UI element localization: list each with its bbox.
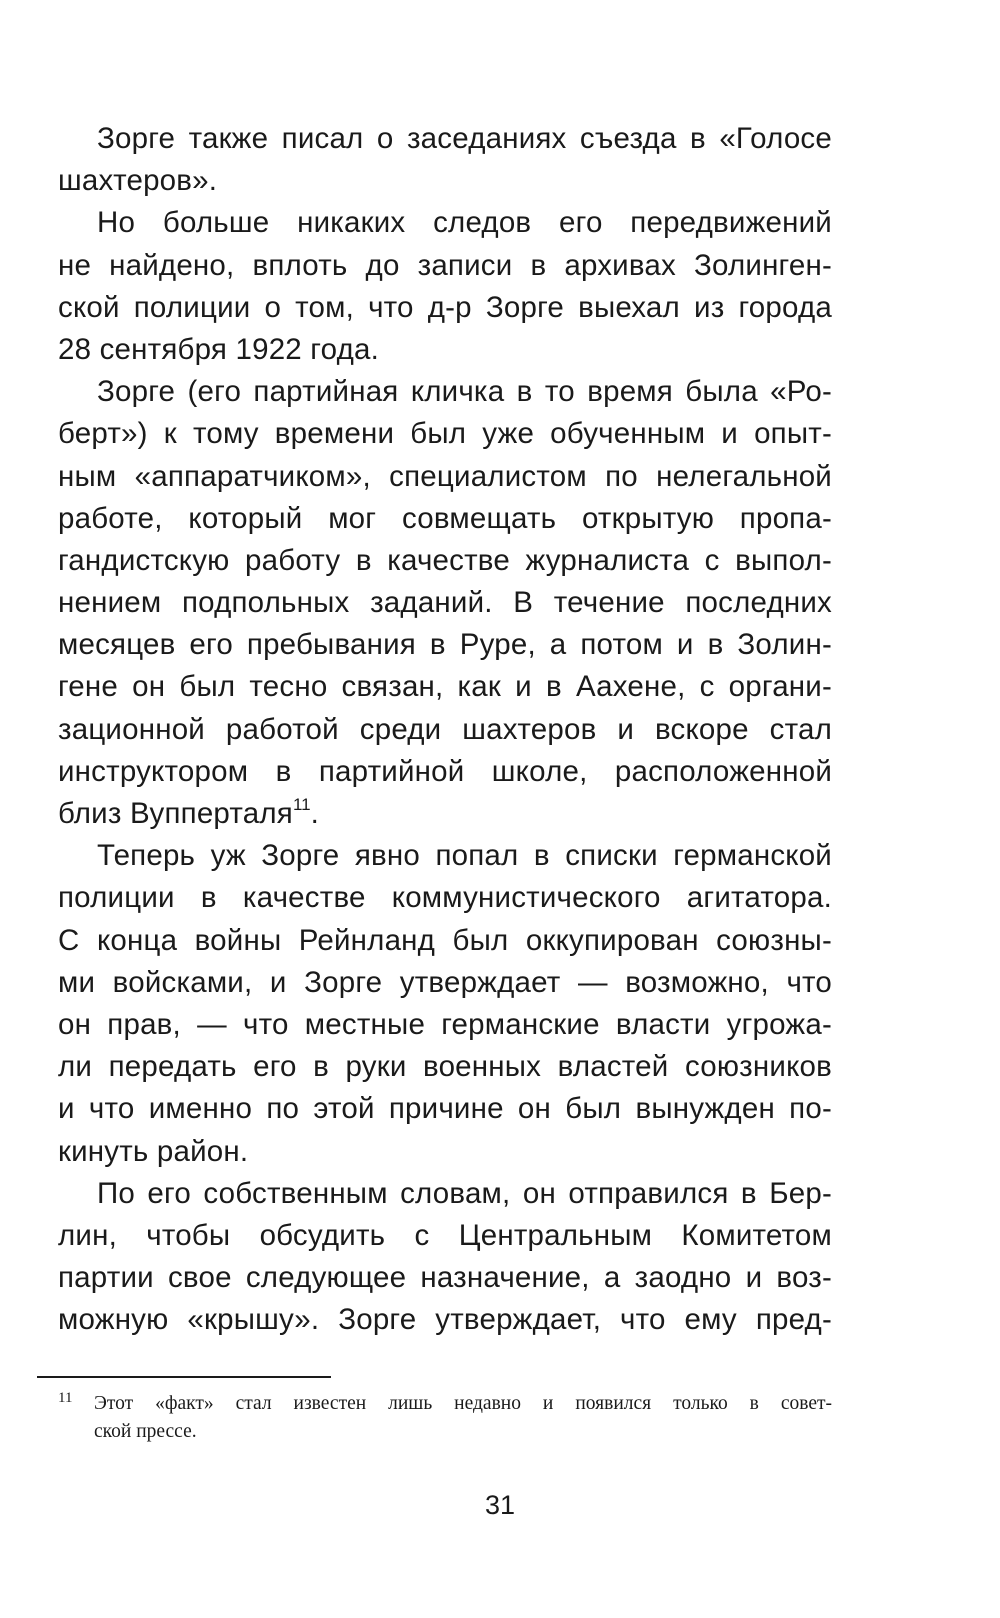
text-line: шахтеров».	[58, 164, 218, 198]
text-segment: .	[310, 797, 320, 830]
text-line: ской полиции о том, что д-р Зорге выехал из города	[58, 290, 832, 324]
text-line: полиции в качестве коммунистического агитатора.	[58, 881, 832, 915]
main-text	[58, 118, 832, 1341]
text-line: С конца войны Рейнланд был оккупирован союзны-	[58, 923, 832, 957]
text-line-with-footnote	[58, 793, 832, 835]
text-line: месяцев его пребывания в Руре, а потом и в Золин-	[58, 628, 832, 662]
text-line: партии свое следующее назначение, а заодно и воз-	[58, 1261, 832, 1295]
footnote-reference[interactable]: 11	[292, 795, 311, 814]
text-line: ли передать его в руки военных властей союзников	[58, 1050, 832, 1084]
text-line: инструктором в партийной школе, расположенной	[58, 754, 832, 788]
footnote-separator	[37, 1376, 331, 1378]
text-line: нением подпольных заданий. В течение последних	[58, 586, 832, 620]
text-line: гандистскую работу в качестве журналиста с выпол-	[58, 543, 832, 577]
footnote-line: ской прессе.	[94, 1421, 197, 1442]
text-line: и что именно по этой причине он был вынужден по-	[58, 1092, 832, 1126]
footnote	[58, 1390, 832, 1446]
text-line: лин, чтобы обсудить с Центральным Комитетом	[58, 1218, 832, 1252]
footnote-number: 11	[58, 1390, 73, 1406]
page-number: 31	[484, 1490, 516, 1520]
text-line: Теперь уж Зорге явно попал в списки германской	[97, 839, 832, 873]
text-line: кинуть район.	[58, 1134, 249, 1168]
text-line: работе, который мог совмещать открытую пропа-	[58, 501, 832, 535]
text-segment: близ Вупперталя	[58, 797, 293, 830]
text-line: Зорге (его партийная кличка в то время была «Ро-	[97, 375, 832, 409]
text-line: Но больше никаких следов его передвижений	[97, 206, 832, 240]
text-line: ным «аппаратчиком», специалистом по нелегальной	[58, 459, 832, 493]
text-line: можную «крышу». Зорге утверждает, что ему пред-	[58, 1303, 832, 1337]
footnote-line: Этот «факт» стал известен лишь недавно и появился только в совет-	[94, 1393, 832, 1414]
text-line: не найдено, вплоть до записи в архивах Золинген-	[58, 248, 832, 282]
text-line: зационной работой среди шахтеров и вскоре стал	[58, 712, 832, 746]
text-line: 28 сентября 1922 года.	[58, 332, 379, 366]
text-line: он прав, — что местные германские власти угрожа-	[58, 1007, 832, 1041]
text-line: гене он был тесно связан, как и в Аахене, с органи-	[58, 670, 832, 704]
text-line: Зорге также писал о заседаниях съезда в «Голосе	[97, 122, 832, 155]
text-line: берт») к тому времени был уже обученным и опыт-	[58, 417, 832, 451]
text-line: ми войсками, и Зорге утверждает — возможно, что	[58, 965, 832, 999]
text-line: По его собственным словам, он отправился в Бер-	[97, 1176, 832, 1210]
